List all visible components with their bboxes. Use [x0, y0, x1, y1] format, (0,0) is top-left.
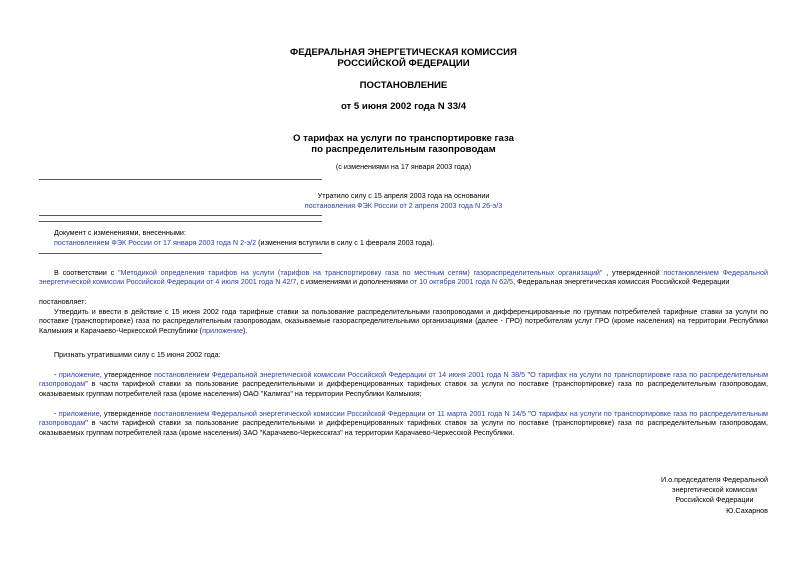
amendment-link[interactable]: постановлением ФЭК России от 17 января 2003 года N 2-э/2 [54, 238, 257, 247]
signature-line1: И.о.председателя Федеральной [660, 475, 768, 484]
text-run: " [525, 370, 531, 379]
signature-block [661, 475, 768, 516]
document-title-line2: по распределительным газопроводам [311, 144, 496, 155]
resolves-label: постановляет: [39, 297, 87, 306]
resolution-38-5-link[interactable]: постановлением Федеральной энергетической комиссии Российской Федерации от 14 июня 2001 года N 38/5 [154, 370, 526, 379]
divider [39, 179, 322, 180]
text-run: " в части тарифной ставки за пользование распределительными и дифференцированных тарифных ставок за услуги по поставке (транспортировке) газа по распределительным газопроводам, оказываемых группам потребителей газа (кроме населения) ЗАО "Карачаево-Черкесскгаз" на территории Карачаево-Черкесской Республики. [39, 418, 768, 437]
text-run: , утвержденное [99, 409, 154, 418]
expired-basis-link[interactable]: постановления ФЭК России от 2 апреля 2003 года N 26-э/3 [304, 201, 503, 210]
resolution-14-5-link[interactable]: постановлением Федеральной энергетической комиссии Российской Федерации от 11 марта 2001 года N 14/5 [153, 409, 526, 418]
text-run: " [525, 409, 531, 418]
text-run: Утвердить и ввести в действие с 15 июня 2002 года тарифные ставки за пользование распределительными газопроводами и дифференцированные по группам потребителей тарифные ставки за услуги по поставке (транспортировке) газа по распределительным газопроводам, оказываемые газораспределительными организациями (далее - ГРО) потребителям услуг ГРО (кроме населения) на территории Республики Калмыкия и Карачаево-Черкесской Республики ( [39, 307, 768, 335]
document-date-number: от 5 июня 2002 года N 33/4 [340, 101, 467, 112]
repeal-intro: Признать утратившими силу с 15 июня 2002 года: [54, 350, 221, 359]
text-run: " в части тарифной ставки за пользование распределительными и дифференцированных тарифных ставок за услуги по поставке (транспортировке) газа по распределительным газопроводам, оказываемых группам потребителей газа (кроме населения) ОАО "Калмгаз" на территории Республики Калмыкия; [39, 379, 768, 398]
tariffs-title-link[interactable]: О тарифах на услуги по транспортировке газа по распределительным газопроводам [39, 409, 769, 428]
text-run: - [54, 409, 59, 418]
changes-note: (с изменениями на 17 января 2003 года) [335, 162, 472, 171]
repeal-item-kalmykia [39, 370, 768, 398]
amendments-line [54, 238, 435, 247]
document-title-line1: О тарифах на услуги по транспортировке газа [293, 133, 514, 144]
amendments-label: Документ с изменениями, внесенными: [54, 228, 186, 237]
text-run: - [54, 370, 59, 379]
tariffs-title-link[interactable]: О тарифах на услуги по транспортировке газа по распределительным газопроводам [39, 370, 769, 389]
decision-paragraph [39, 307, 768, 335]
appendix-link[interactable]: приложение [58, 409, 100, 418]
agency-name-line1: ФЕДЕРАЛЬНАЯ ЭНЕРГЕТИЧЕСКАЯ КОМИССИЯ [290, 47, 517, 58]
text-run: , утвержденной [602, 268, 664, 277]
text-run: В соответствии с [54, 268, 118, 277]
signatory-name: Ю.Сахарнов [726, 505, 768, 515]
agency-name-line2: РОССИЙСКОЙ ФЕДЕРАЦИИ [337, 58, 470, 69]
resolution-62-5-link[interactable]: от 10 октября 2001 года N 62/5 [409, 277, 514, 287]
text-run: , утвержденное [99, 370, 155, 379]
text-run: ). [242, 325, 248, 335]
text-run: , с изменениями и дополнениями [296, 277, 410, 287]
preamble-paragraph [39, 268, 768, 287]
text-run: , Федеральная энергетическая комиссия Российской Федерации [513, 277, 730, 287]
methodology-link[interactable]: "Методикой определения тарифов на услуги (тарифов на транспортировку газа по местным сетям) газораспределительных организаций" [117, 268, 603, 277]
expired-note: Утратило силу с 15 апреля 2003 года на основании [317, 191, 490, 200]
appendix-link[interactable]: приложение [58, 370, 100, 379]
appendix-link[interactable]: приложение [202, 325, 243, 335]
signature-line2: энергетической комиссии [671, 485, 758, 495]
signature-line3: Российской Федерации [675, 495, 754, 505]
divider [39, 253, 322, 254]
resolution-42-7-link[interactable]: постановлением Федеральной энергетической комиссии Российской Федерации от 4 июля 2001 года N 42/7 [39, 268, 768, 287]
document-type: ПОСТАНОВЛЕНИЕ [359, 80, 448, 91]
divider [39, 215, 322, 216]
amendment-effective-note: (изменения вступили в силу с 1 февраля 2003 года). [256, 238, 435, 247]
repeal-item-karachay [39, 409, 768, 437]
divider [39, 221, 322, 222]
